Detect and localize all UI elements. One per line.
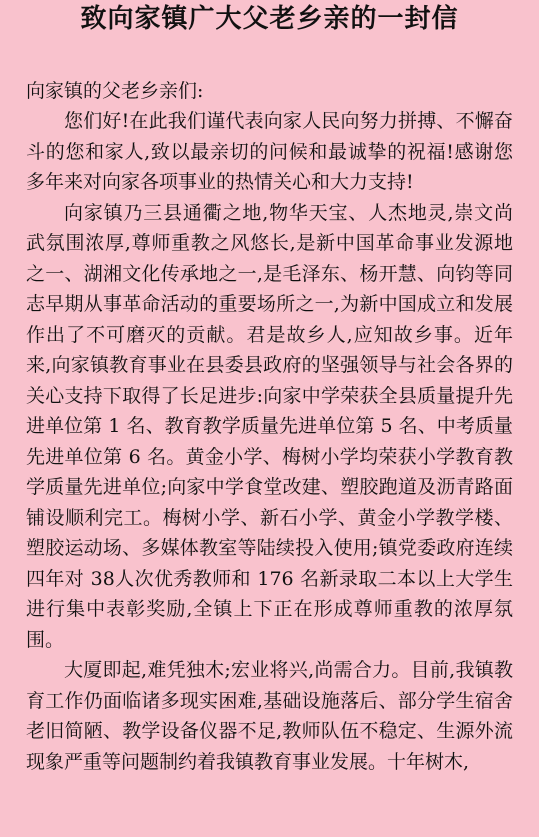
letter-salutation: 向家镇的父老乡亲们: [26, 80, 204, 102]
letter-title: 致向家镇广大父老乡亲的一封信 [80, 4, 459, 34]
letter-paragraph: 向家镇乃三县通衢之地,物华天宝、人杰地灵,崇文尚武氛围浓厚,尊师重教之风悠长,是新中国革命事业发源地之一、湖湘文化传承地之一,是毛泽东、杨开慧、向钧等同志早期从事革命活动的重要场所之一,为新中国成立和发展作出了不可磨灭的贡献。君是故乡人,应知故乡事。近年来,向家镇教育事业在县委县政府的坚强领导与社会各界的关心支持下取得了长足进步:向家中学荣获全县质量提升先进单位第 1 名、教育教学质量先进单位第 5 名、中考质量先进单位第 6 名。黄金小学、梅树小学均荣获小学教育教学质量先进单位;向家中学食堂改建、塑胶跑道及沥青路面铺设顺利完工。梅树小学、新石小学、黄金小学教学楼、塑胶运动场、多媒体教室等陆续投入使用;镇党委政府连续四年对 38人次优秀教师和 176 名新录取二本以上大学生进行集中表彰奖励,全镇上下正在形成尊师重教的浓厚氛围。 [26, 201, 513, 651]
letter-paragraph: 大厦即起,难凭独木;宏业将兴,尚需合力。目前,我镇教育工作仍面临诸多现实困难,基础设施落后、部分学生宿舍老旧简陋、教学设备仪器不足,教师队伍不稳定、生源外流现象严重等问题制约着我镇教育事业发展。十年树木, [26, 659, 513, 773]
letter-paragraph: 您们好!在此我们谨代表向家人民向努力拼搏、不懈奋斗的您和家人,致以最亲切的问候和最诚挚的祝福!感谢您多年来对向家各项事业的热情关心和大力支持! [26, 110, 513, 193]
